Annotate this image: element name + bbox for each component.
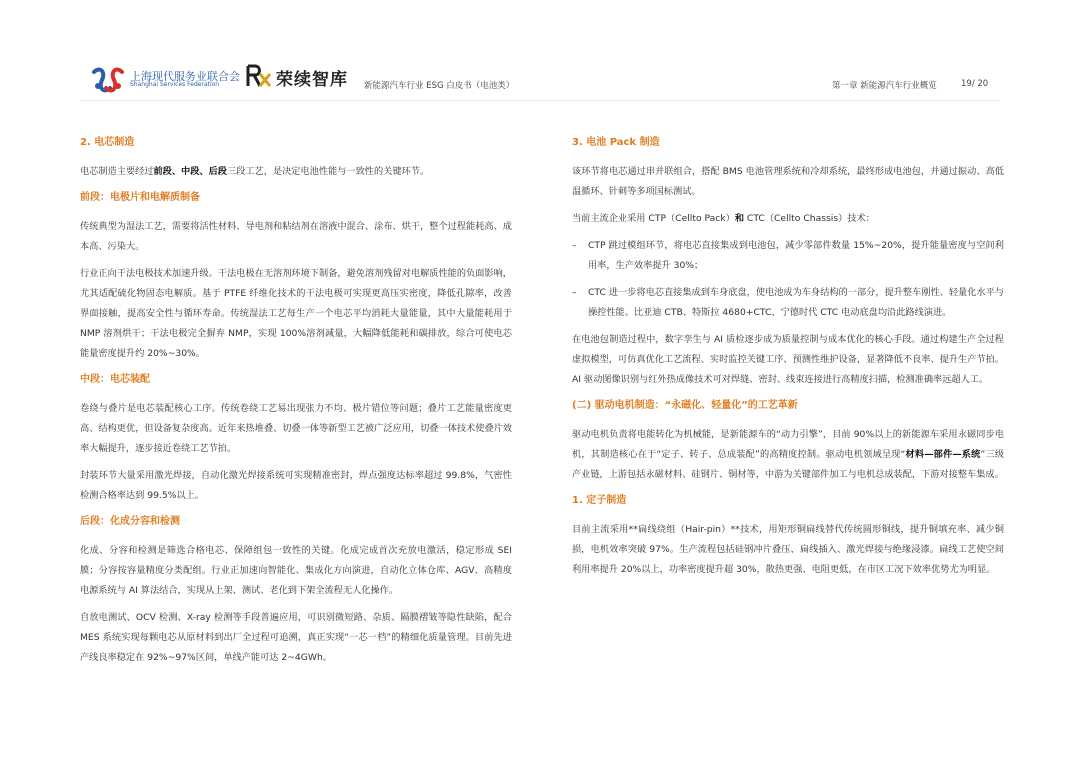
org-name-cn: 上海现代服务业联合会: [130, 70, 240, 83]
page-header: [0, 0, 1080, 100]
heading-front-stage: 前段：电极片和电解质制备: [80, 192, 200, 203]
heading-stator-manufacturing: 1. 定子制造: [572, 495, 627, 506]
rx-logo-icon: [246, 64, 272, 88]
list-item-ctp-text: CTP 跳过模组环节，将电芯直接集成到电池包，减少零部件数量 15%~20%，提升能量密度与空间利用率，生产效率提升 30%；: [588, 240, 1004, 271]
right-column: [572, 134, 1004, 587]
back-stage-paragraph-2: 自放电测试、OCV 检测、X-ray 检测等手段普遍应用，可识别微短路、杂质、隔膜褶皱等隐性缺陷，配合 MES 系统实现每颗电芯从原材料到出厂全过程可追溯，真正实现“一芯一档”的精细化质量管理。目前先进产线良率稳定在 92%~97%区间，单线产能可达 2~4GWh。: [80, 612, 512, 663]
heading-mid-stage: 中段：电芯装配: [80, 374, 150, 385]
pack-paragraph-1: 该环节将电芯通过串并联组合，搭配 BMS 电池管理系统和冷却系统，最终形成电池包，并通过振动、高低温循环、针刺等多项国标测试。: [572, 166, 1004, 197]
org-name-en: Shanghai Services Federation: [130, 81, 220, 88]
left-column: [80, 134, 512, 675]
heading-back-stage: 后段：化成分容和检测: [80, 516, 180, 527]
chapter-title: 第一章 新能源汽车行业概览: [832, 81, 937, 91]
motor-text-a: 驱动电机负责将电能转化为机械能，是新能源车的“动力引擎”，目前 90%以上的新能源车采用永磁同步电机，其制造核心在于“定子、转子、总成装配”的高精度控制。驱动电机领域呈现“: [572, 429, 1004, 460]
brand-name: 荣续智库: [276, 70, 348, 90]
pack-paragraph-2: [572, 209, 1004, 229]
cell-intro-text-a: 电芯制造主要经过: [80, 166, 154, 177]
front-stage-paragraph-2: 行业正向干法电极技术加速升级。干法电极在无溶剂环境下制备，避免溶剂残留对电解质性能的负面影响，尤其适配硫化物固态电解质。基于 PTFE 纤维化技术的干法电极可实现更高压实密度，降低孔隙率，改善界面接触，提高安全性与循环寿命。传统湿法工艺每生产一个电芯平均消耗大量能量，其中大量能耗用于 NMP 溶剂烘干；干法电极完全摒弃 NMP，实现 100%溶剂减量，大幅降低能耗和碳排放，综合可使电芯能量密度提升约 20%~30%。: [80, 268, 512, 359]
pack-technology-text-a: 当前主流企业采用 CTP（Cellto Pack）: [572, 213, 735, 224]
list-item-ctc-text: CTC 进一步将电芯直接集成到车身底盘，使电池成为车身结构的一部分，提升整车刚性、轻量化水平与操控性能。比亚迪 CTB、特斯拉 4680+CTC、宁德时代 CTC 电动底盘均沿此路线演进。: [588, 287, 1004, 318]
motor-paragraph: [572, 425, 1004, 485]
front-stage-paragraph-1: 传统典型为湿法工艺，需要将活性材料、导电剂和粘结剂在溶液中混合、涂布、烘干，整个过程能耗高、成本高、污染大。: [80, 221, 512, 252]
motor-industry-chain: 材料—部件—系统: [905, 449, 981, 460]
back-stage-paragraph-1: 化成、分容和检测是筛选合格电芯、保障组包一致性的关键。化成完成首次充放电激活，稳定形成 SEI 膜；分容按容量精度分类配组。行业正加速向智能化、集成化方向演进，自动化立体仓库、AGV、高精度电源系统与 AI 算法结合，实现从上架、测试、老化到下架全流程无人化操作。: [80, 545, 512, 596]
federation-emblem-icon: [90, 66, 126, 94]
heading-drive-motor: (二) 驱动电机制造：“永磁化、轻量化”的工艺革新: [572, 400, 798, 411]
pack-technology-and: 和: [734, 213, 744, 224]
document-title: 新能源汽车行业 ESG 白皮书（电池类）: [364, 81, 515, 91]
heading-cell-manufacturing: 2. 电芯制造: [80, 137, 135, 148]
heading-pack-manufacturing: 3. 电池 Pack 制造: [572, 137, 660, 148]
pack-technology-text-c: CTC（Cellto Chassis）技术：: [744, 213, 875, 224]
header-divider: [80, 100, 1000, 101]
page-number: 19/ 20: [961, 79, 989, 89]
cell-intro-stages: 前段、中段、后段: [153, 166, 227, 177]
stator-paragraph: 目前主流采用**扁线绕组（Hair-pin）**技术，用矩形铜扁线替代传统圆形铜线，提升铜填充率、减少铜损，电机效率突破 97%。生产流程包括硅钢冲片叠压、扁线插入、激光焊接与绝缘浸漆。扁线工艺使空间利用率提升 20%以上，功率密度提升超 30%，散热更强、电阻更低，在市区工况下效率优势尤为明显。: [572, 524, 1004, 575]
mid-stage-paragraph-2: 封装环节大量采用激光焊接，自动化激光焊接系统可实现精准密封，焊点强度达标率超过 99.8%，气密性检测合格率达到 99.5%以上。: [80, 470, 512, 501]
pack-paragraph-3: 在电池包制造过程中，数字孪生与 AI 质检逐步成为质量控制与成本优化的核心手段。通过构建生产全过程虚拟模型，可仿真优化工艺流程、实时监控关键工序、预测性维护设备，显著降低不良率、提升生产节拍。AI 驱动图像识别与红外热成像技术可对焊缝、密封、线束连接进行高精度扫描，检测准确率远超人工。: [572, 334, 1004, 385]
mid-stage-paragraph-1: 卷绕与叠片是电芯装配核心工序。传统卷绕工艺易出现张力不均、极片错位等问题；叠片工艺能量密度更高、结构更优，但设备复杂度高。近年来热堆叠、切叠一体等新型工艺被广泛应用，切叠一体技术使叠片效率大幅提升，逐步接近卷绕工艺节拍。: [80, 403, 512, 454]
motor-text-c: ”三级产业链，上游包括永磁材料、硅钢片、铜材等，中游为关键部件加工与电机总成装配，下游对接整车集成。: [572, 449, 1005, 480]
cell-intro-paragraph: [80, 162, 512, 182]
list-item-ctc: [572, 283, 1004, 323]
dash-marker: –: [572, 240, 577, 251]
list-item-ctp: [572, 236, 1004, 276]
cell-intro-text-c: 三段工艺，是决定电池性能与一致性的关键环节。: [227, 166, 430, 177]
dash-marker: –: [572, 287, 577, 298]
